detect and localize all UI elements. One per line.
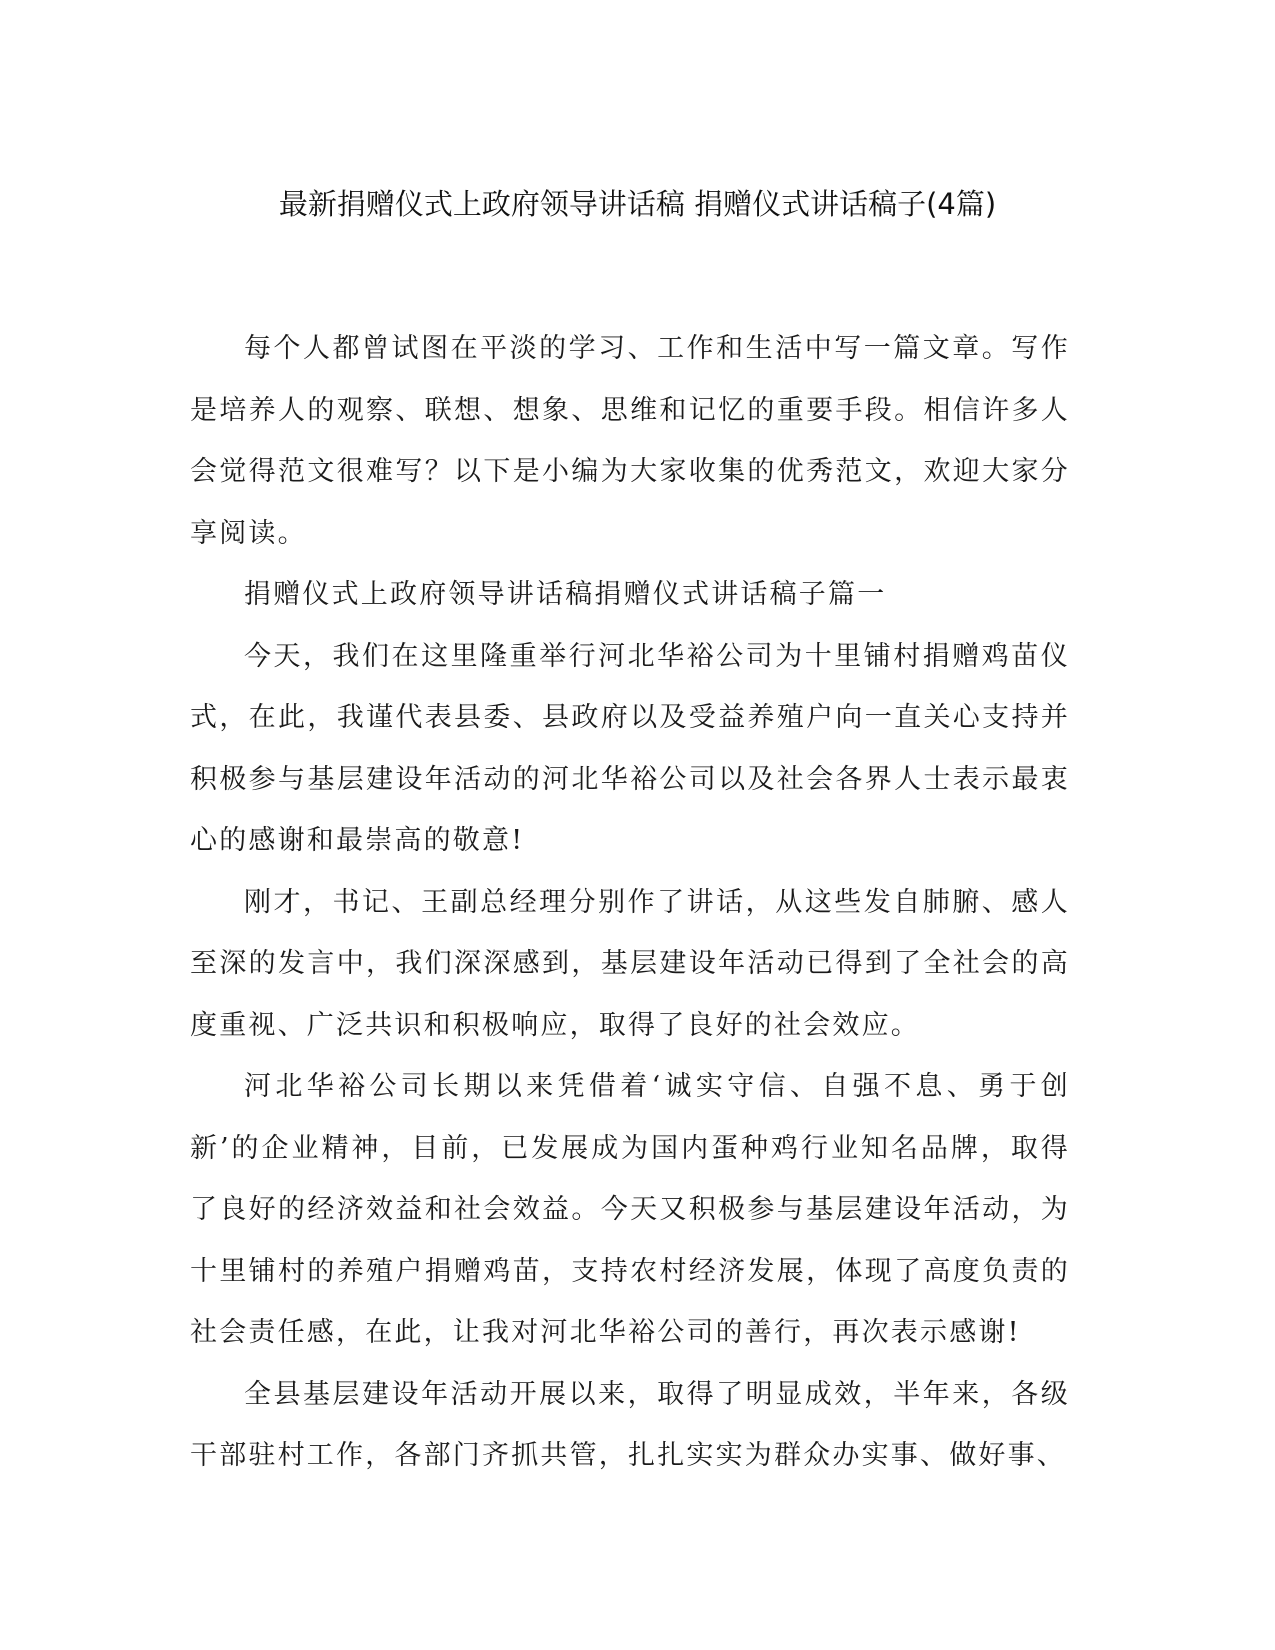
paragraph-intro: 每个人都曾试图在平淡的学习、工作和生活中写一篇文章。写作是培养人的观察、联想、想象、思维和记忆的重要手段。相信许多人会觉得范文很难写？以下是小编为大家收集的优秀范文，欢迎大家分享阅读。 [190, 333, 1070, 549]
document-body [190, 318, 1070, 1487]
document-title: 最新捐赠仪式上政府领导讲话稿 捐赠仪式讲话稿子(4篇) [278, 187, 997, 221]
paragraph-speeches: 刚才，书记、王副总经理分别作了讲话，从这些发自肺腑、感人至深的发言中，我们深深感到，基层建设年活动已得到了全社会的高度重视、广泛共识和积极响应，取得了良好的社会效应。 [190, 886, 1070, 1041]
paragraph-county-progress: 全县基层建设年活动开展以来，取得了明显成效，半年来，各级干部驻村工作，各部门齐抓共管，扎扎实实为群众办实事、做好事、 [190, 1378, 1070, 1471]
paragraph-ceremony-opening: 今天，我们在这里隆重举行河北华裕公司为十里铺村捐赠鸡苗仪式，在此，我谨代表县委、县政府以及受益养殖户向一直关心支持并积极参与基层建设年活动的河北华裕公司以及社会各界人士表示最衷心的感谢和最崇高的敬意! [190, 640, 1070, 856]
paragraph-section-heading: 捐赠仪式上政府领导讲话稿捐赠仪式讲话稿子篇一 [244, 579, 887, 610]
paragraph-company: 河北华裕公司长期以来凭借着‘诚实守信、自强不息、勇于创新’的企业精神，目前，已发展成为国内蛋种鸡行业知名品牌，取得了良好的经济效益和社会效益。今天又积极参与基层建设年活动，为十里铺村的养殖户捐赠鸡苗，支持农村经济发展，体现了高度负责的社会责任感，在此，让我对河北华裕公司的善行，再次表示感谢! [190, 1071, 1070, 1348]
